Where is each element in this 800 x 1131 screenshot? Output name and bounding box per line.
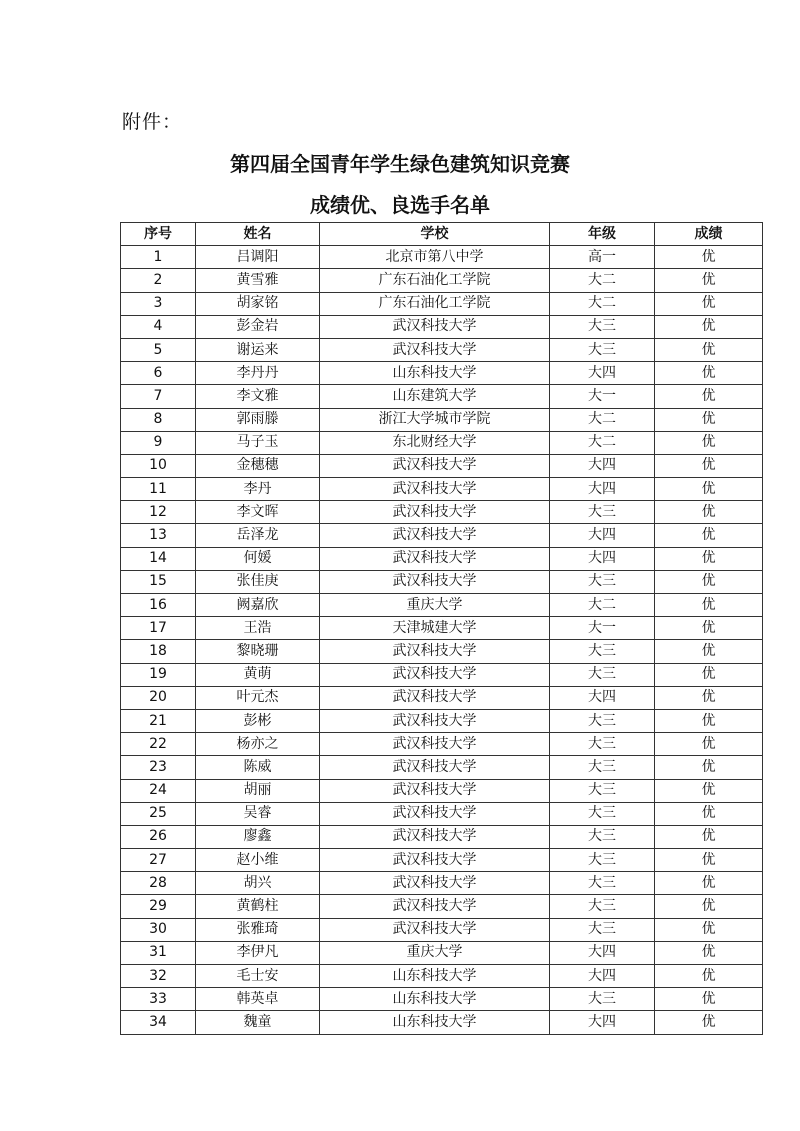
table-row	[121, 918, 763, 941]
cell-score: 优	[655, 501, 763, 524]
cell-school: 武汉科技大学	[320, 570, 550, 593]
table-row	[121, 988, 763, 1011]
cell-score: 优	[655, 570, 763, 593]
cell-no: 14	[121, 547, 196, 570]
cell-name: 阙嘉欣	[196, 594, 320, 617]
cell-score: 优	[655, 872, 763, 895]
cell-no: 2	[121, 269, 196, 292]
cell-school: 武汉科技大学	[320, 779, 550, 802]
cell-name: 黎晓珊	[196, 640, 320, 663]
table-row	[121, 779, 763, 802]
cell-school: 东北财经大学	[320, 431, 550, 454]
table-row	[121, 408, 763, 431]
cell-school: 武汉科技大学	[320, 547, 550, 570]
cell-no: 1	[121, 246, 196, 269]
cell-school: 武汉科技大学	[320, 454, 550, 477]
cell-no: 23	[121, 756, 196, 779]
cell-score: 优	[655, 408, 763, 431]
cell-grade: 大二	[550, 408, 655, 431]
cell-name: 魏童	[196, 1011, 320, 1034]
cell-name: 彭彬	[196, 709, 320, 732]
cell-school: 武汉科技大学	[320, 640, 550, 663]
cell-score: 优	[655, 825, 763, 848]
cell-score: 优	[655, 709, 763, 732]
cell-school: 武汉科技大学	[320, 686, 550, 709]
table-row	[121, 362, 763, 385]
cell-score: 优	[655, 454, 763, 477]
table-row	[121, 315, 763, 338]
table-row	[121, 338, 763, 361]
cell-score: 优	[655, 895, 763, 918]
table-row	[121, 570, 763, 593]
cell-grade: 大三	[550, 338, 655, 361]
cell-school: 武汉科技大学	[320, 849, 550, 872]
header-score: 成绩	[655, 223, 763, 246]
header-grade: 年级	[550, 223, 655, 246]
table-row	[121, 454, 763, 477]
cell-name: 李文晖	[196, 501, 320, 524]
cell-school: 广东石油化工学院	[320, 269, 550, 292]
cell-school: 武汉科技大学	[320, 709, 550, 732]
cell-score: 优	[655, 849, 763, 872]
cell-name: 叶元杰	[196, 686, 320, 709]
cell-no: 10	[121, 454, 196, 477]
cell-score: 优	[655, 594, 763, 617]
cell-name: 杨亦之	[196, 733, 320, 756]
attachment-label: 附件：	[122, 111, 183, 133]
cell-grade: 大三	[550, 733, 655, 756]
cell-score: 优	[655, 431, 763, 454]
cell-score: 优	[655, 988, 763, 1011]
cell-name: 金穗穗	[196, 454, 320, 477]
cell-score: 优	[655, 686, 763, 709]
cell-school: 山东科技大学	[320, 965, 550, 988]
results-table	[120, 222, 763, 1035]
cell-school: 武汉科技大学	[320, 663, 550, 686]
cell-score: 优	[655, 965, 763, 988]
cell-school: 武汉科技大学	[320, 825, 550, 848]
table-row	[121, 941, 763, 964]
cell-no: 32	[121, 965, 196, 988]
cell-grade: 大四	[550, 965, 655, 988]
cell-score: 优	[655, 385, 763, 408]
cell-grade: 大二	[550, 292, 655, 315]
cell-school: 武汉科技大学	[320, 524, 550, 547]
table-row	[121, 872, 763, 895]
cell-score: 优	[655, 269, 763, 292]
cell-grade: 大四	[550, 686, 655, 709]
cell-score: 优	[655, 1011, 763, 1034]
table-row	[121, 965, 763, 988]
cell-score: 优	[655, 292, 763, 315]
cell-school: 武汉科技大学	[320, 802, 550, 825]
cell-name: 胡丽	[196, 779, 320, 802]
cell-no: 19	[121, 663, 196, 686]
cell-score: 优	[655, 362, 763, 385]
cell-grade: 大四	[550, 362, 655, 385]
cell-score: 优	[655, 478, 763, 501]
cell-name: 谢运来	[196, 338, 320, 361]
cell-grade: 大四	[550, 1011, 655, 1034]
cell-score: 优	[655, 617, 763, 640]
cell-school: 武汉科技大学	[320, 338, 550, 361]
cell-no: 25	[121, 802, 196, 825]
cell-score: 优	[655, 918, 763, 941]
cell-name: 韩英卓	[196, 988, 320, 1011]
table-row	[121, 802, 763, 825]
table-row	[121, 756, 763, 779]
cell-school: 天津城建大学	[320, 617, 550, 640]
cell-name: 黄萌	[196, 663, 320, 686]
cell-grade: 大一	[550, 617, 655, 640]
cell-name: 吴睿	[196, 802, 320, 825]
cell-grade: 大四	[550, 524, 655, 547]
cell-no: 7	[121, 385, 196, 408]
cell-score: 优	[655, 524, 763, 547]
cell-name: 彭金岩	[196, 315, 320, 338]
cell-grade: 大三	[550, 570, 655, 593]
cell-name: 陈威	[196, 756, 320, 779]
cell-grade: 大一	[550, 385, 655, 408]
table-row	[121, 1011, 763, 1034]
cell-name: 胡兴	[196, 872, 320, 895]
cell-no: 24	[121, 779, 196, 802]
cell-no: 12	[121, 501, 196, 524]
cell-score: 优	[655, 756, 763, 779]
cell-no: 15	[121, 570, 196, 593]
table-row	[121, 385, 763, 408]
cell-grade: 大四	[550, 547, 655, 570]
cell-no: 33	[121, 988, 196, 1011]
cell-name: 何媛	[196, 547, 320, 570]
cell-grade: 大三	[550, 756, 655, 779]
cell-no: 20	[121, 686, 196, 709]
cell-name: 赵小维	[196, 849, 320, 872]
cell-score: 优	[655, 338, 763, 361]
cell-no: 31	[121, 941, 196, 964]
cell-score: 优	[655, 315, 763, 338]
cell-no: 22	[121, 733, 196, 756]
table-row	[121, 431, 763, 454]
cell-name: 吕调阳	[196, 246, 320, 269]
cell-name: 黄雪雅	[196, 269, 320, 292]
header-row	[121, 223, 763, 246]
header-no: 序号	[121, 223, 196, 246]
cell-grade: 大三	[550, 802, 655, 825]
cell-grade: 大三	[550, 663, 655, 686]
cell-no: 18	[121, 640, 196, 663]
document-title: 第四届全国青年学生绿色建筑知识竞赛	[230, 152, 570, 176]
cell-name: 李伊凡	[196, 941, 320, 964]
cell-no: 34	[121, 1011, 196, 1034]
cell-school: 浙江大学城市学院	[320, 408, 550, 431]
cell-grade: 大三	[550, 988, 655, 1011]
cell-name: 廖鑫	[196, 825, 320, 848]
cell-grade: 大二	[550, 431, 655, 454]
cell-no: 8	[121, 408, 196, 431]
cell-no: 4	[121, 315, 196, 338]
table-row	[121, 269, 763, 292]
cell-name: 郭雨滕	[196, 408, 320, 431]
cell-school: 山东科技大学	[320, 1011, 550, 1034]
header-name: 姓名	[196, 223, 320, 246]
cell-school: 武汉科技大学	[320, 872, 550, 895]
cell-grade: 大三	[550, 825, 655, 848]
cell-grade: 大四	[550, 478, 655, 501]
cell-grade: 大四	[550, 454, 655, 477]
table-header	[121, 223, 763, 246]
header-school: 学校	[320, 223, 550, 246]
cell-no: 30	[121, 918, 196, 941]
cell-school: 武汉科技大学	[320, 733, 550, 756]
cell-grade: 大三	[550, 895, 655, 918]
cell-score: 优	[655, 547, 763, 570]
cell-no: 28	[121, 872, 196, 895]
cell-no: 13	[121, 524, 196, 547]
cell-no: 3	[121, 292, 196, 315]
cell-no: 26	[121, 825, 196, 848]
cell-grade: 大二	[550, 594, 655, 617]
cell-score: 优	[655, 733, 763, 756]
cell-name: 黄鹤柱	[196, 895, 320, 918]
document-subtitle: 成绩优、良选手名单	[310, 193, 490, 217]
table-row	[121, 594, 763, 617]
cell-grade: 大三	[550, 640, 655, 663]
cell-school: 武汉科技大学	[320, 478, 550, 501]
cell-no: 21	[121, 709, 196, 732]
cell-name: 毛士安	[196, 965, 320, 988]
cell-no: 6	[121, 362, 196, 385]
cell-school: 武汉科技大学	[320, 756, 550, 779]
table-row	[121, 501, 763, 524]
table-row	[121, 825, 763, 848]
cell-name: 胡家铭	[196, 292, 320, 315]
table-row	[121, 895, 763, 918]
cell-score: 优	[655, 640, 763, 663]
cell-school: 重庆大学	[320, 941, 550, 964]
cell-name: 岳泽龙	[196, 524, 320, 547]
cell-no: 17	[121, 617, 196, 640]
cell-name: 王浩	[196, 617, 320, 640]
table-row	[121, 547, 763, 570]
cell-school: 武汉科技大学	[320, 895, 550, 918]
cell-school: 广东石油化工学院	[320, 292, 550, 315]
table-row	[121, 663, 763, 686]
table-row	[121, 617, 763, 640]
cell-school: 武汉科技大学	[320, 501, 550, 524]
table-row	[121, 246, 763, 269]
cell-grade: 高一	[550, 246, 655, 269]
table-body	[121, 246, 763, 1034]
cell-name: 张雅琦	[196, 918, 320, 941]
cell-score: 优	[655, 663, 763, 686]
cell-name: 李丹丹	[196, 362, 320, 385]
cell-no: 29	[121, 895, 196, 918]
cell-score: 优	[655, 779, 763, 802]
cell-grade: 大二	[550, 269, 655, 292]
table-row	[121, 524, 763, 547]
table-row	[121, 292, 763, 315]
table-row	[121, 478, 763, 501]
cell-grade: 大三	[550, 501, 655, 524]
cell-school: 北京市第八中学	[320, 246, 550, 269]
cell-school: 山东科技大学	[320, 988, 550, 1011]
cell-school: 山东科技大学	[320, 362, 550, 385]
table-row	[121, 733, 763, 756]
table-row	[121, 640, 763, 663]
cell-name: 李文雅	[196, 385, 320, 408]
cell-no: 9	[121, 431, 196, 454]
table-row	[121, 709, 763, 732]
cell-score: 优	[655, 941, 763, 964]
cell-no: 27	[121, 849, 196, 872]
cell-grade: 大三	[550, 709, 655, 732]
cell-grade: 大三	[550, 872, 655, 895]
cell-name: 张佳庚	[196, 570, 320, 593]
cell-school: 山东建筑大学	[320, 385, 550, 408]
cell-grade: 大三	[550, 849, 655, 872]
cell-no: 11	[121, 478, 196, 501]
cell-grade: 大三	[550, 779, 655, 802]
cell-school: 武汉科技大学	[320, 918, 550, 941]
cell-school: 武汉科技大学	[320, 315, 550, 338]
cell-score: 优	[655, 246, 763, 269]
cell-grade: 大三	[550, 918, 655, 941]
table-row	[121, 686, 763, 709]
cell-no: 5	[121, 338, 196, 361]
cell-name: 李丹	[196, 478, 320, 501]
cell-grade: 大三	[550, 315, 655, 338]
cell-school: 重庆大学	[320, 594, 550, 617]
cell-grade: 大四	[550, 941, 655, 964]
cell-name: 马子玉	[196, 431, 320, 454]
table-row	[121, 849, 763, 872]
cell-no: 16	[121, 594, 196, 617]
cell-score: 优	[655, 802, 763, 825]
